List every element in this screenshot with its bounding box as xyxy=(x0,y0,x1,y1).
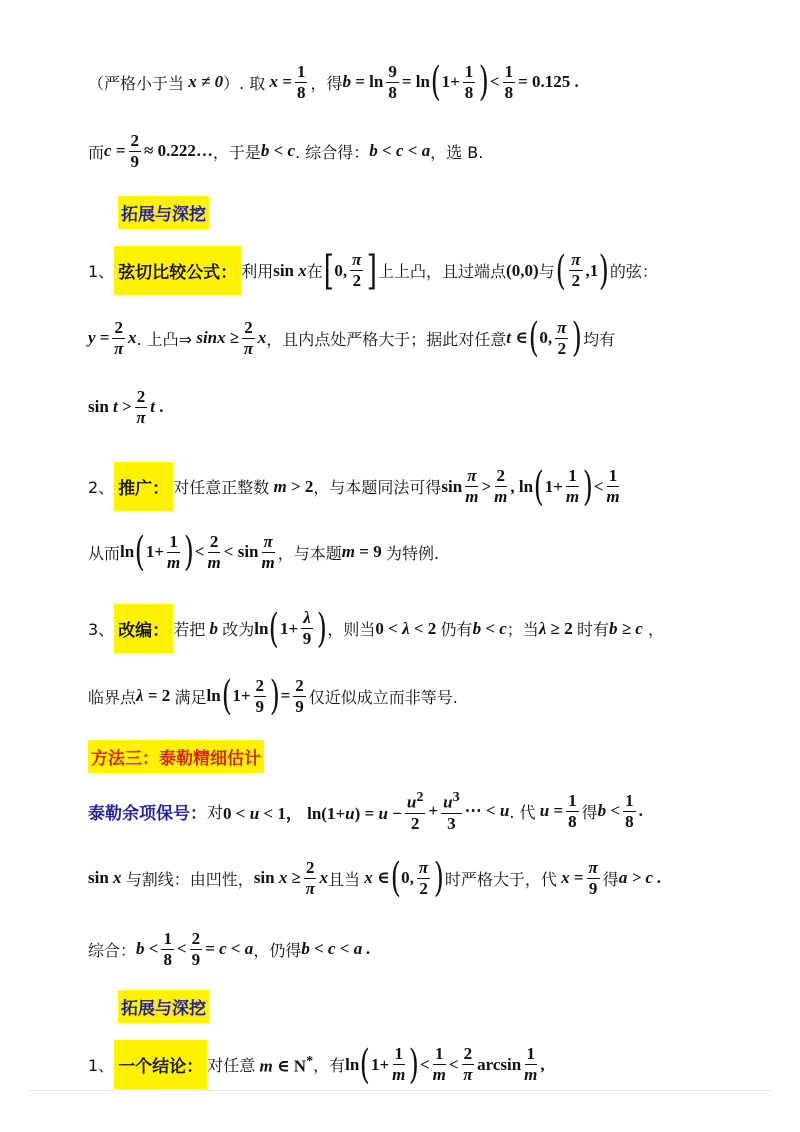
fraction: $\frac{9}{8}$ xyxy=(388,61,397,102)
fraction: $\frac{1}{8}$ xyxy=(163,929,172,969)
fraction: $\frac{1}{8}$ xyxy=(568,790,577,831)
fraction: $\frac{\pi}{2}$ xyxy=(571,250,581,290)
fraction: $\frac{1}{8}$ xyxy=(464,61,474,102)
item-conclusion: 1、 一个结论： 对任意 m ∈ N* ，有 ln ( 1+ $\frac{1}{m}$ ) < $\frac{1}{m}$ < $\frac{2}{\pi}$ arcsin $\frac{1}{m}$ , xyxy=(88,1041,545,1088)
fraction: $\frac{2}{9}$ xyxy=(191,929,201,969)
fraction: $\frac{2}{m}$ xyxy=(494,466,508,506)
fraction: $\frac{1}{m}$ xyxy=(167,531,181,572)
derivation-line-10: 临界点 λ = 2 满足 ln ( 1+ $\frac{2}{9}$ ) = $\frac{2}{9}$ 仅近似成立而非等号. xyxy=(88,673,458,719)
item-3: 3、 改编： 若把 b 改为 ln ( 1+ $\frac{\lambda}{9}$ ) ，则当 0 < λ < 2 仍有 b < c ；当 λ ≥ 2 时有 b ≥ c ， xyxy=(88,605,664,652)
fraction: $\frac{2}{9}$ xyxy=(255,675,264,716)
fraction: $\frac{2}{\pi}$ xyxy=(463,1044,473,1084)
taylor-line: 泰勒余项保号： 对 0 < u < 1， ln(1+u) = u − $\frac{u^2}{2}$ + $\frac{u^3}{3}$ ⋯ < u . 代 u = $\frac{1}{8}$ 得 b < $\frac{1}{8}$ . xyxy=(88,789,643,833)
fraction: $\frac{\pi}{9}$ xyxy=(588,857,598,898)
fraction: $\frac{u^2}{2}$ xyxy=(406,789,424,833)
fraction: $\frac{2}{\pi}$ xyxy=(243,317,254,358)
derivation-line-8: 从而 ln ( 1+ $\frac{1}{m}$ ) < $\frac{2}{m}$ < sin $\frac{\pi}{m}$ ，与本题 m = 9 为特例. xyxy=(88,529,440,575)
fraction: $\frac{2}{9}$ xyxy=(130,131,139,171)
item-1: 1、 弦切比较公式： 利用 sin x 在 [ 0, $\frac{\pi}{2}$ ] 上上凸，且过端点 (0,0) 与 ( $\frac{\pi}{2}$ ,1 ) 的弦： xyxy=(88,247,658,294)
fraction: $\frac{\pi}{m}$ xyxy=(465,466,479,506)
derivation-line-5: y = $\frac{2}{\pi}$ x . 上凸⇒ sinx ≥ $\frac{2}{\pi}$ x ，且内点处严格大于；据此对任意 t ∈ ( 0, $\frac{\pi}{2}$ ) 均有 xyxy=(88,315,616,361)
fraction: $\frac{2}{\pi}$ xyxy=(114,317,124,358)
fraction: $\frac{\pi}{2}$ xyxy=(352,250,362,290)
derivation-line-1: （严格小于当 x ≠ 0 ）. 取 x = $\frac{1}{8}$ ，得 b = ln $\frac{9}{8}$ = ln ( 1+ $\frac{1}{8}$ ) < $\frac{1}{8}$ = 0.125 . xyxy=(88,59,579,105)
fraction: $\frac{u^3}{3}$ xyxy=(443,789,460,833)
fraction: $\frac{\pi}{2}$ xyxy=(418,857,429,898)
fraction: $\frac{1}{m}$ xyxy=(432,1044,446,1084)
item-2: 2、 推广： 对任意正整数 m > 2 ，与本题同法可得 sin $\frac{\pi}{m}$ > $\frac{2}{m}$ , ln ( 1+ $\frac{1}{m}$ ) < $\frac{1}{m}$ xyxy=(88,463,620,510)
fraction: $\frac{1}{m}$ xyxy=(524,1044,538,1084)
fraction: $\frac{\pi}{m}$ xyxy=(261,531,275,572)
item-label: 改编： xyxy=(114,604,173,653)
summary-line: 综合： b < $\frac{1}{8}$ < $\frac{2}{9}$ = c < a ，仍得 b < c < a . xyxy=(88,929,371,969)
bottom-divider xyxy=(30,1090,770,1091)
fraction: $\frac{1}{m}$ xyxy=(606,466,620,506)
fraction: $\frac{2}{\pi}$ xyxy=(136,387,146,427)
fraction: $\frac{\lambda}{9}$ xyxy=(302,608,312,648)
derivation-line-6: sin t > $\frac{2}{\pi}$ t . xyxy=(88,387,164,427)
item-label: 弦切比较公式： xyxy=(114,246,241,295)
fraction: $\frac{1}{8}$ xyxy=(504,61,514,102)
fraction: $\frac{2}{\pi}$ xyxy=(305,857,315,898)
fraction: $\frac{2}{9}$ xyxy=(295,675,304,716)
section-heading-method-3: 方法三：泰勒精细估计 xyxy=(88,740,760,773)
item-label: 推广： xyxy=(114,462,173,511)
fraction: $\frac{1}{8}$ xyxy=(625,790,634,831)
derivation-line-2: 而 c = $\frac{2}{9}$ ≈ 0.222… ，于是 b < c . 综合得： b < c < a ，选 B. xyxy=(88,131,484,171)
fraction: $\frac{1}{8}$ xyxy=(296,61,306,102)
section-heading-extension-2: 拓展与深挖 xyxy=(118,990,760,1023)
fraction: $\frac{2}{m}$ xyxy=(207,531,221,572)
fraction: $\frac{1}{m}$ xyxy=(565,466,580,506)
item-label: 一个结论： xyxy=(114,1040,207,1089)
secant-line: sin x 与割线：由凹性， sin x ≥ $\frac{2}{\pi}$ x 且当 x ∈ ( 0, $\frac{\pi}{2}$ ) 时严格大于，代 x = $\frac{\pi}{9}$ 得 a > c . xyxy=(88,855,662,901)
fraction: $\frac{\pi}{2}$ xyxy=(557,317,567,358)
section-heading-extension: 拓展与深挖 xyxy=(118,196,760,229)
fraction: $\frac{1}{m}$ xyxy=(392,1044,406,1084)
